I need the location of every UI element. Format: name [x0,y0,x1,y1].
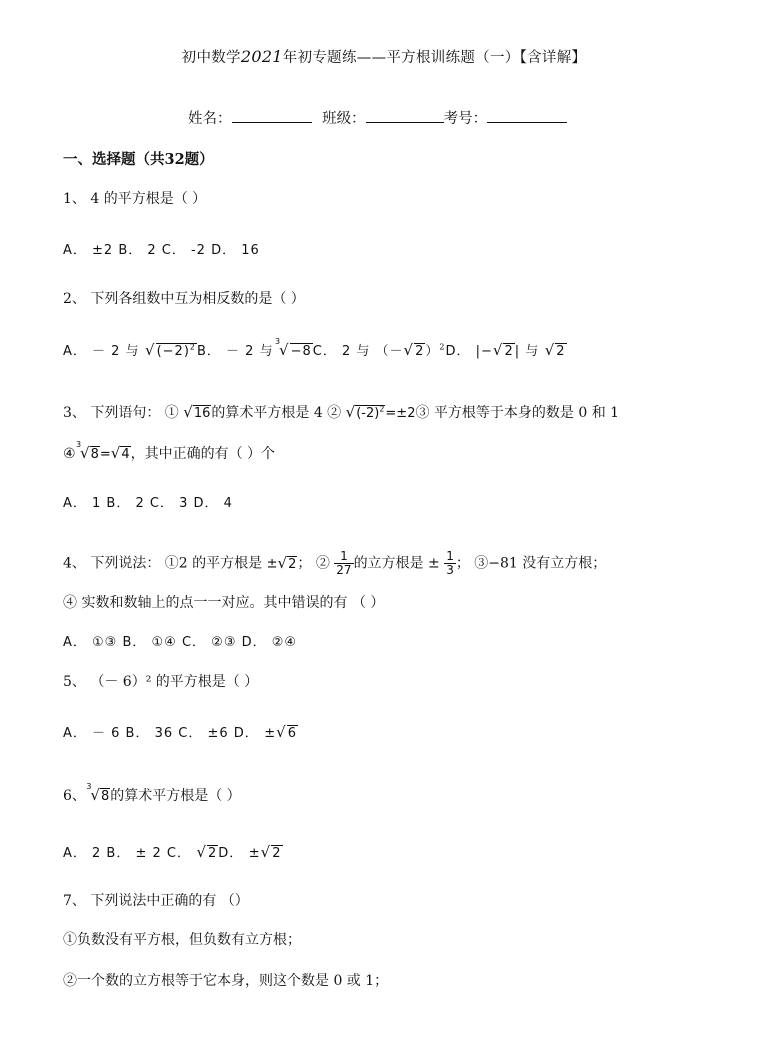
q2-c-exponent: 2 [439,342,446,352]
q6-d-text: D． [218,846,244,861]
q2-c-radicand: 2 [415,344,425,359]
title-year: 2021 [240,47,283,66]
q6-pm: ± [248,846,261,861]
q6-d-radicand: 2 [272,846,282,861]
q4-f1-den: 27 [336,563,352,577]
q2-option-d-radical-2: √2 [544,341,566,359]
q4-radical: √2 [277,553,297,572]
q4-fraction-1-3 [444,550,456,577]
question-2-options [63,337,567,359]
question-3-line-1 [63,402,619,422]
q5-pm: ± [264,726,277,741]
question-4-line-2: ④ 实数和数轴上的点一一对应。其中错误的有 （ ） [63,595,385,611]
q2-d-radicand-2: 2 [556,344,566,359]
q6-d-radical: √2 [260,843,282,861]
question-6-options [63,842,283,861]
name-label: 姓名： [188,111,232,127]
name-blank[interactable] [232,107,312,123]
q3-line1-pre: 3、 下列语句： ① [63,405,179,421]
question-6-stem [63,782,241,805]
q2-b-index: 3 [275,337,282,346]
q2-option-b-radical: 3 √−8 [275,337,312,359]
q3-line2-post: ，其中正确的有（ ）个 [130,446,276,462]
q3-cube-index: 3 [76,440,82,449]
q3-cube-root: 3 √8 [76,440,99,462]
question-4-line-1 [63,550,606,577]
q2-option-a-radical: $√(-2)^2$ [145,341,196,359]
q3-line2-eq: = [99,447,111,462]
q3-cube-radicand: 8 [90,447,99,462]
q3-radical-1: √16 [183,403,211,421]
q3-sqrt-4-radicand: 4 [121,447,130,462]
document-title [0,46,768,67]
question-7-stem: 7、 下列说法中正确的有 （） [63,893,249,909]
q4-line1-post: ； ③−81 没有立方根； [455,555,607,572]
q4-radicand: 2 [288,556,297,572]
question-5-options [63,722,298,741]
q2-option-d-mid: | 与 [514,344,540,359]
q4-pm: ± [266,556,278,572]
exam-no-blank[interactable] [487,107,567,123]
q3-exponent-2: 2 [379,404,385,414]
q4-fraction-1-27 [334,550,353,577]
q6-post: 的算术平方根是（ ） [110,788,241,804]
q6-pre: 6、 [63,788,86,804]
q6-c-radical: √2 [196,843,218,861]
q2-option-b-text: B． － 2 与 [196,344,274,359]
q5-options-text: A． － 6 B． 36 C． ±6 D． [63,726,259,741]
title-prefix: 初中数学 [181,50,241,66]
q5-radical: √6 [276,723,298,741]
q4-f2-num: 1 [446,549,454,563]
q6-c-radicand: 2 [208,846,218,861]
student-info-row [188,107,567,128]
question-7-statement-1: ①负数没有平方根，但负数有立方根； [63,932,301,948]
q4-line1-mid2: 的立方根是 ± [353,555,440,572]
q2-option-c-close: ） [425,344,440,359]
q4-line1-mid: ； ② [297,555,330,572]
q2-option-d-text: D． |− [445,344,493,359]
title-suffix: 年初专题练——平方根训练题（一）【含详解】 [282,50,587,66]
q2-option-a-text: A． － 2 与 [63,344,140,359]
q4-line1-pre: 4、 下列说法： ①2 的平方根是 [63,555,263,572]
question-1-options: A． ±2 B． 2 C． -2 D． 16 [63,243,260,258]
q3-radicand-2: (-2) [356,406,380,421]
q3-radical-2: $√(-2)^2$ [345,403,385,421]
question-3-options: A． 1 B． 2 C． 3 D． 4 [63,496,233,511]
q2-b-radicand: −8 [290,344,312,359]
q3-line1-post: ③ 平方根等于本身的数是 0 和 1 [415,405,620,421]
question-5-stem: 5、 （－ 6）² 的平方根是（ ） [63,674,259,690]
q6-cube-index: 3 [86,782,92,791]
q3-line1-mid: 的算术平方根是 4 ② [211,405,342,421]
question-2-stem: 2、 下列各组数中互为相反数的是（ ） [63,291,305,307]
class-blank[interactable] [366,107,444,123]
q2-option-d-radical: √2 [492,341,514,359]
q2-d-radicand: 2 [504,344,514,359]
q6-options-text: A． 2 B． ± 2 C． [63,846,191,861]
q3-radicand-1: 16 [193,406,211,421]
q4-f2-den: 3 [446,563,454,577]
q6-cube-radicand: 8 [100,789,110,804]
question-1-stem: 1、 4 的平方根是（ ） [63,191,207,207]
class-label: 班级： [322,111,366,127]
q3-line2-pre: ④ [63,446,76,462]
q6-cube-root: 3 √8 [86,782,110,804]
question-7-statement-2: ②一个数的立方根等于它本身，则这个数是 0 或 1； [63,973,389,989]
q2-a-radicand: (−2) [156,344,190,359]
q3-sqrt-4: √4 [110,444,130,462]
q4-f1-num: 1 [334,550,353,564]
q2-option-c-radical: √2 [403,341,425,359]
q3-line1-eq: =±2 [385,406,416,421]
question-4-options: A． ①③ B． ①④ C． ②③ D． ②④ [63,635,298,650]
q2-option-c-text: C． 2 与 （－ [312,344,404,359]
exam-no-label: 考号： [443,111,488,127]
section-heading: 一、选择题（共32题） [63,151,214,168]
q5-radicand: 6 [287,726,298,741]
question-3-line-2 [63,440,276,463]
q2-a-exponent: 2 [189,342,196,352]
